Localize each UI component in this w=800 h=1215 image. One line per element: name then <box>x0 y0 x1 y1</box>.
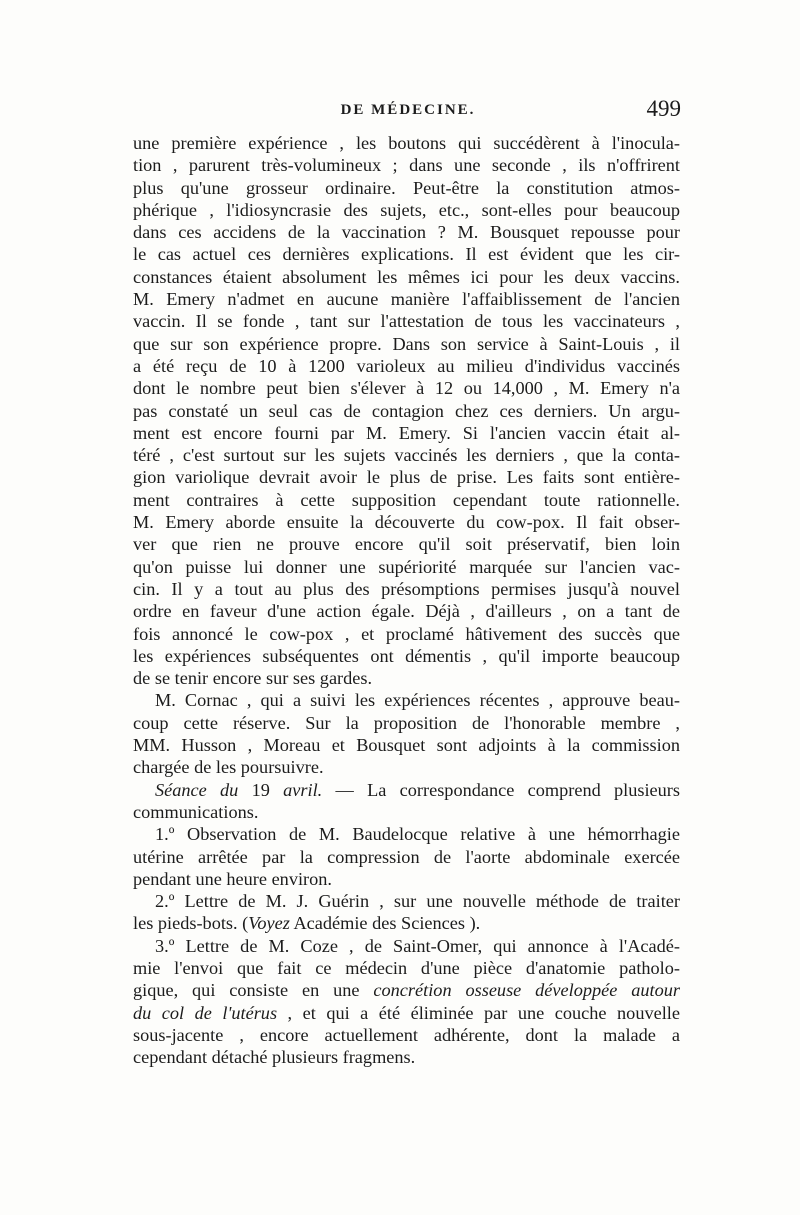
text-line: chargée de les poursuivre. <box>133 757 324 778</box>
text-line: plus qu'une grosseur ordinaire. Peut-être la constitution atmos- <box>133 177 680 198</box>
text-line: mie l'envoi que fait ce médecin d'une pièce d'anatomie patholo- <box>133 957 680 978</box>
voyez-suffix: Académie des Sciences ). <box>289 913 481 934</box>
text-line: le cas actuel ces dernières explications. Il est évident que les cir- <box>133 244 680 265</box>
text-line: dans ces accidens de la vaccination ? M. Bousquet repousse pour <box>133 222 680 243</box>
uterus-term: du col de l'utérus <box>133 1002 278 1023</box>
text-line: cependant détaché plusieurs fragmens. <box>133 1047 416 1068</box>
voyez-line <box>133 912 680 934</box>
voyez-word: Voyez <box>248 913 290 934</box>
text-line: ver que rien ne prouve encore qu'il soit préservatif, bien loin <box>133 534 680 555</box>
text-line: pendant une heure environ. <box>133 868 332 889</box>
seance-line <box>133 779 680 801</box>
text-line: pas constaté un seul cas de contagion chez ces derniers. Un argu- <box>133 400 680 421</box>
text-line: 3.º Lettre de M. Coze , de Saint-Omer, qui annonce à l'Acadé- <box>155 935 680 956</box>
seance-label: Séance du <box>155 779 239 800</box>
text-line: M. Emery n'admet en aucune manière l'affaiblissement de l'ancien <box>133 289 680 310</box>
text-line: que sur son expérience propre. Dans son service à Saint-Louis , il <box>133 333 680 354</box>
text-line: phérique , l'idiosyncrasie des sujets, etc., sont-elles pour beaucoup <box>133 199 680 220</box>
text-line: MM. Husson , Moreau et Bousquet sont adjoints à la commission <box>133 735 680 756</box>
text-line: qu'on puisse lui donner une supériorité marquée sur l'ancien vac- <box>133 556 680 577</box>
concretion-term: concrétion osseuse développée autour <box>373 980 680 1001</box>
voyez-prefix: les pieds-bots. ( <box>133 913 249 934</box>
text-line: les expériences subséquentes ont démentis , qu'il importe beaucoup <box>133 645 680 666</box>
uterus-line <box>133 1002 680 1024</box>
body-text <box>133 132 680 1068</box>
text-line: a été reçu de 10 à 1200 varioleux au milieu d'individus vaccinés <box>133 355 680 376</box>
text-line: ment contraires à cette supposition cependant toute rationnelle. <box>133 489 680 510</box>
text-line: 2.º Lettre de M. J. Guérin , sur une nouvelle méthode de traiter <box>155 891 680 912</box>
running-title: DE MÉDECINE. <box>340 102 476 118</box>
text-line: cin. Il y a tout au plus des présomptions permises jusqu'à nouvel <box>133 578 680 599</box>
text-line: ment est encore fourni par M. Emery. Si l'ancien vaccin était al- <box>133 422 680 443</box>
text-line: une première expérience , les boutons qui succédèrent à l'inocula- <box>133 133 680 153</box>
text-line: M. Emery aborde ensuite la découverte du cow-pox. Il fait obser- <box>133 512 680 533</box>
text-line: de se tenir encore sur ses gardes. <box>133 668 373 689</box>
seance-date: 19 <box>238 779 284 800</box>
concretion-line <box>133 979 680 1001</box>
text-line: vaccin. Il se fonde , tant sur l'attestation de tous les vaccinateurs , <box>133 311 680 332</box>
text-line: utérine arrêtée par la compression de l'aorte abdominale exercée <box>133 846 680 867</box>
text-line: 1.º Observation de M. Baudelocque relative à une hémorrhagie <box>155 824 680 845</box>
text-line: téré , c'est surtout sur les sujets vaccinés les derniers , que la conta- <box>133 445 680 466</box>
text-line: constances étaient absolument les mêmes ici pour les deux vaccins. <box>133 266 680 287</box>
text-line: communications. <box>133 801 259 822</box>
seance-month: avril. <box>283 779 323 800</box>
seance-text: — La correspondance comprend plusieurs <box>335 779 681 800</box>
text-line: tion , parurent très-volumineux ; dans une seconde , ils n'offrirent <box>133 155 680 176</box>
text-line: ordre en faveur d'une action égale. Déjà , d'ailleurs , on a tant de <box>133 601 680 622</box>
uterus-suffix: , et qui a été éliminée par une couche nouvelle <box>277 1002 680 1023</box>
concretion-prefix: gique, qui consiste en une <box>133 980 374 1001</box>
text-line: fois annoncé le cow-pox , et proclamé hâtivement des succès que <box>133 623 680 644</box>
text-line: coup cette réserve. Sur la proposition de l'honorable membre , <box>133 712 680 733</box>
text-line: M. Cornac , qui a suivi les expériences récentes , approuve beau- <box>155 690 680 711</box>
text-line: dont le nombre peut bien s'élever à 12 ou 14,000 , M. Emery n'a <box>133 378 680 399</box>
text-line: sous-jacente , encore actuellement adhérente, dont la malade a <box>133 1024 680 1045</box>
page-number: 499 <box>646 96 681 121</box>
text-line: gion variolique devrait avoir le plus de prise. Les faits sont entière- <box>133 467 680 488</box>
running-head <box>133 96 683 126</box>
